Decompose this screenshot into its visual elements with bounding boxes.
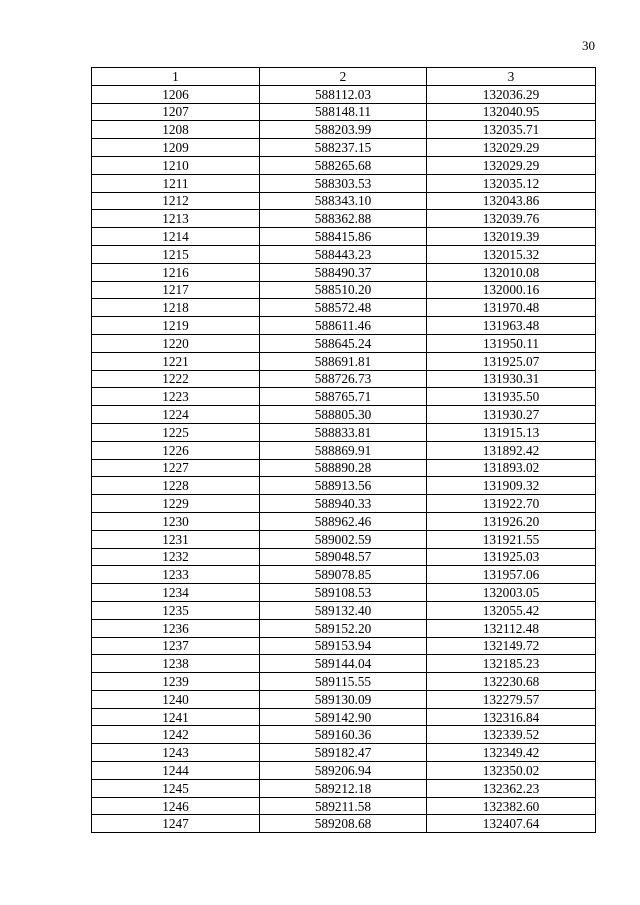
table-cell: 588726.73 — [260, 370, 427, 388]
table-cell: 1208 — [92, 121, 260, 139]
table-cell: 1226 — [92, 441, 260, 459]
table-cell: 1232 — [92, 548, 260, 566]
table-cell: 1231 — [92, 530, 260, 548]
table-header — [92, 68, 596, 86]
table-cell: 588265.68 — [260, 156, 427, 174]
table-row — [92, 370, 596, 388]
header-row — [92, 68, 596, 86]
table-cell: 589002.59 — [260, 530, 427, 548]
table-row — [92, 744, 596, 762]
table-row — [92, 459, 596, 477]
column-header-2: 2 — [260, 68, 427, 86]
table-cell: 131930.27 — [427, 406, 596, 424]
table-cell: 589144.04 — [260, 655, 427, 673]
table-cell: 1244 — [92, 762, 260, 780]
table-cell: 1212 — [92, 192, 260, 210]
table-row — [92, 548, 596, 566]
table-cell: 1213 — [92, 210, 260, 228]
table-cell: 131922.70 — [427, 495, 596, 513]
table-cell: 588691.81 — [260, 352, 427, 370]
table-cell: 1211 — [92, 174, 260, 192]
table-cell: 1216 — [92, 263, 260, 281]
table-cell: 1241 — [92, 708, 260, 726]
table-cell: 1220 — [92, 334, 260, 352]
table-row — [92, 228, 596, 246]
table-cell: 131935.50 — [427, 388, 596, 406]
table-row — [92, 584, 596, 602]
table-cell: 132055.42 — [427, 601, 596, 619]
table-cell: 588490.37 — [260, 263, 427, 281]
table-row — [92, 637, 596, 655]
table-cell: 589182.47 — [260, 744, 427, 762]
table-cell: 1233 — [92, 566, 260, 584]
table-body — [92, 85, 596, 832]
table-cell: 132185.23 — [427, 655, 596, 673]
table-row — [92, 121, 596, 139]
table-cell: 589142.90 — [260, 708, 427, 726]
table-cell: 589211.58 — [260, 797, 427, 815]
table-cell: 588611.46 — [260, 317, 427, 335]
table-cell: 588510.20 — [260, 281, 427, 299]
table-cell: 589130.09 — [260, 690, 427, 708]
table-row — [92, 673, 596, 691]
table-cell: 132043.86 — [427, 192, 596, 210]
table-row — [92, 779, 596, 797]
table-row — [92, 352, 596, 370]
table-row — [92, 192, 596, 210]
table-cell: 1217 — [92, 281, 260, 299]
table-row — [92, 566, 596, 584]
table-cell: 132349.42 — [427, 744, 596, 762]
table-cell: 1237 — [92, 637, 260, 655]
table-row — [92, 477, 596, 495]
table-cell: 131925.03 — [427, 548, 596, 566]
table-cell: 132339.52 — [427, 726, 596, 744]
table-cell: 588237.15 — [260, 139, 427, 157]
table-cell: 132035.12 — [427, 174, 596, 192]
table-cell: 1242 — [92, 726, 260, 744]
table-cell: 588303.53 — [260, 174, 427, 192]
table-cell: 132035.71 — [427, 121, 596, 139]
table-cell: 588343.10 — [260, 192, 427, 210]
table-cell: 588362.88 — [260, 210, 427, 228]
table-cell: 132039.76 — [427, 210, 596, 228]
table-cell: 132003.05 — [427, 584, 596, 602]
table-row — [92, 85, 596, 103]
table-cell: 131963.48 — [427, 317, 596, 335]
table-cell: 588805.30 — [260, 406, 427, 424]
table-cell: 589115.55 — [260, 673, 427, 691]
table-row — [92, 174, 596, 192]
table-row — [92, 441, 596, 459]
table-cell: 1245 — [92, 779, 260, 797]
table-cell: 131970.48 — [427, 299, 596, 317]
table-cell: 132029.29 — [427, 139, 596, 157]
table-cell: 588572.48 — [260, 299, 427, 317]
table-cell: 588940.33 — [260, 495, 427, 513]
table-cell: 1222 — [92, 370, 260, 388]
table-cell: 132279.57 — [427, 690, 596, 708]
table-cell: 131930.31 — [427, 370, 596, 388]
table-cell: 132362.23 — [427, 779, 596, 797]
table-cell: 1224 — [92, 406, 260, 424]
table-row — [92, 281, 596, 299]
table-cell: 1234 — [92, 584, 260, 602]
table-cell: 1225 — [92, 423, 260, 441]
table-row — [92, 156, 596, 174]
table-cell: 1210 — [92, 156, 260, 174]
table-row — [92, 797, 596, 815]
table-cell: 588148.11 — [260, 103, 427, 121]
table-row — [92, 210, 596, 228]
table-cell: 132382.60 — [427, 797, 596, 815]
table-cell: 132000.16 — [427, 281, 596, 299]
table-cell: 1221 — [92, 352, 260, 370]
table-cell: 131915.13 — [427, 423, 596, 441]
table-cell: 1228 — [92, 477, 260, 495]
table-row — [92, 530, 596, 548]
table-cell: 588913.56 — [260, 477, 427, 495]
table-cell: 1235 — [92, 601, 260, 619]
table-row — [92, 726, 596, 744]
table-cell: 589132.40 — [260, 601, 427, 619]
table-cell: 589078.85 — [260, 566, 427, 584]
table-row — [92, 245, 596, 263]
table-cell: 1240 — [92, 690, 260, 708]
table-row — [92, 299, 596, 317]
table-cell: 1207 — [92, 103, 260, 121]
table-cell: 132036.29 — [427, 85, 596, 103]
table-cell: 1219 — [92, 317, 260, 335]
table-row — [92, 708, 596, 726]
table-cell: 588112.03 — [260, 85, 427, 103]
table-cell: 132040.95 — [427, 103, 596, 121]
table-cell: 589208.68 — [260, 815, 427, 833]
column-header-3: 3 — [427, 68, 596, 86]
table-cell: 1236 — [92, 619, 260, 637]
table-cell: 1209 — [92, 139, 260, 157]
table-cell: 589152.20 — [260, 619, 427, 637]
table-cell: 1246 — [92, 797, 260, 815]
table-cell: 588203.99 — [260, 121, 427, 139]
table-cell: 589153.94 — [260, 637, 427, 655]
table-row — [92, 103, 596, 121]
table-cell: 131921.55 — [427, 530, 596, 548]
table-row — [92, 423, 596, 441]
table-cell: 132019.39 — [427, 228, 596, 246]
table-cell: 588869.91 — [260, 441, 427, 459]
table-cell: 588765.71 — [260, 388, 427, 406]
table-cell: 1229 — [92, 495, 260, 513]
table-row — [92, 334, 596, 352]
table-cell: 589206.94 — [260, 762, 427, 780]
table-cell: 1214 — [92, 228, 260, 246]
table-row — [92, 406, 596, 424]
table-cell: 588443.23 — [260, 245, 427, 263]
table-cell: 1243 — [92, 744, 260, 762]
table-row — [92, 619, 596, 637]
table-cell: 132029.29 — [427, 156, 596, 174]
table-cell: 132230.68 — [427, 673, 596, 691]
table-cell: 588962.46 — [260, 512, 427, 530]
table-cell: 132149.72 — [427, 637, 596, 655]
table-cell: 589212.18 — [260, 779, 427, 797]
coordinates-table — [91, 67, 596, 833]
column-header-1: 1 — [92, 68, 260, 86]
table-cell: 132112.48 — [427, 619, 596, 637]
table-cell: 132350.02 — [427, 762, 596, 780]
table-cell: 132407.64 — [427, 815, 596, 833]
table-cell: 1215 — [92, 245, 260, 263]
table-cell: 588833.81 — [260, 423, 427, 441]
table-row — [92, 139, 596, 157]
table-cell: 1227 — [92, 459, 260, 477]
table-cell: 1206 — [92, 85, 260, 103]
table-cell: 1239 — [92, 673, 260, 691]
table-cell: 589048.57 — [260, 548, 427, 566]
table-cell: 132010.08 — [427, 263, 596, 281]
table-row — [92, 601, 596, 619]
table-cell: 1230 — [92, 512, 260, 530]
table-cell: 588645.24 — [260, 334, 427, 352]
table-cell: 131893.02 — [427, 459, 596, 477]
table-cell: 589108.53 — [260, 584, 427, 602]
table-cell: 1238 — [92, 655, 260, 673]
table-cell: 1223 — [92, 388, 260, 406]
table-cell: 1218 — [92, 299, 260, 317]
table-row — [92, 690, 596, 708]
table-cell: 589160.36 — [260, 726, 427, 744]
table-row — [92, 762, 596, 780]
table-cell: 132316.84 — [427, 708, 596, 726]
table-cell: 131957.06 — [427, 566, 596, 584]
table-cell: 1247 — [92, 815, 260, 833]
table-cell: 131892.42 — [427, 441, 596, 459]
table-cell: 588890.28 — [260, 459, 427, 477]
table-row — [92, 495, 596, 513]
table-cell: 131950.11 — [427, 334, 596, 352]
table-row — [92, 512, 596, 530]
page-number: 30 — [582, 38, 595, 53]
table-cell: 132015.32 — [427, 245, 596, 263]
table-row — [92, 655, 596, 673]
table-row — [92, 317, 596, 335]
table-cell: 131926.20 — [427, 512, 596, 530]
table-row — [92, 388, 596, 406]
table-cell: 588415.86 — [260, 228, 427, 246]
table-cell: 131925.07 — [427, 352, 596, 370]
table-row — [92, 815, 596, 833]
table-cell: 131909.32 — [427, 477, 596, 495]
table-row — [92, 263, 596, 281]
